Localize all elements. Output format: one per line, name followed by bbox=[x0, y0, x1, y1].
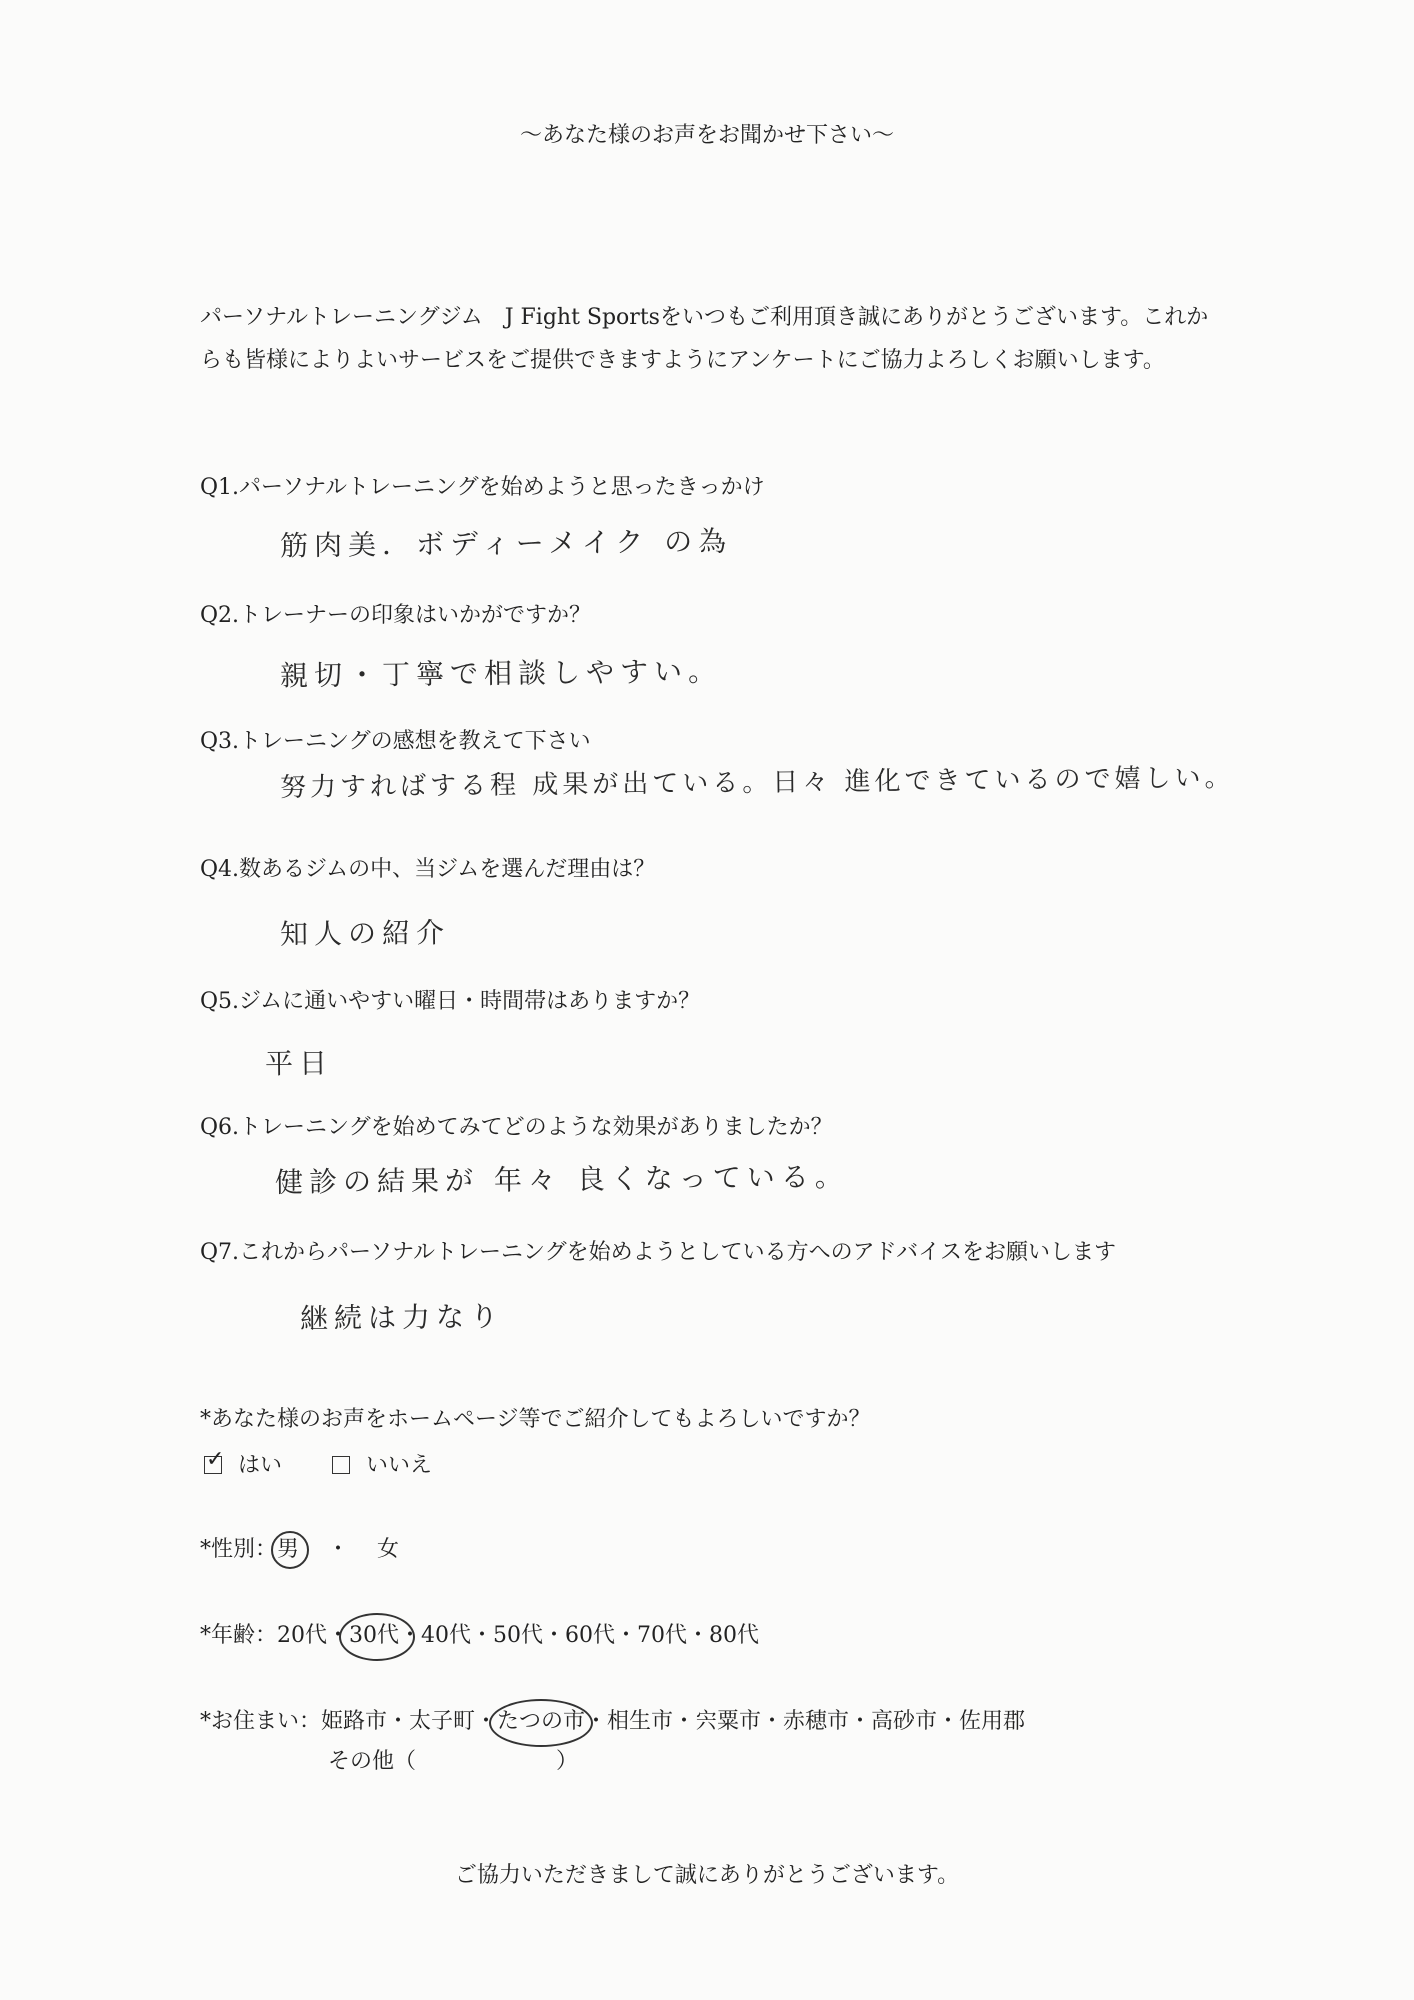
age-options-after: ・40代・50代・60代・70代・80代 bbox=[399, 1623, 759, 1648]
consent-options bbox=[204, 1448, 432, 1479]
selection-circle-icon bbox=[271, 1531, 309, 1569]
gender-label: *性別： bbox=[200, 1537, 278, 1562]
consent-question: *あなた様のお声をホームページ等でご紹介してもよろしいですか？ bbox=[200, 1407, 871, 1432]
no-label: いいえ bbox=[366, 1453, 433, 1478]
age-row bbox=[200, 1618, 759, 1649]
other-close: ） bbox=[556, 1749, 579, 1774]
residence-options-after: ・相生市・宍粟市・赤穂市・高砂市・佐用郡 bbox=[585, 1709, 1026, 1734]
footer-thanks: ご協力いただきまして誠にありがとうございます。 bbox=[454, 1863, 960, 1888]
age-selected[interactable]: 30代 bbox=[349, 1623, 399, 1648]
question-2: Q2.トレーナーの印象はいかがですか？ bbox=[200, 603, 592, 628]
selection-circle-icon bbox=[339, 1613, 415, 1661]
question-7: Q7.これからパーソナルトレーニングを始めようとしている方へのアドバイスをお願いします bbox=[200, 1240, 1116, 1265]
question-3: Q3.トレーニングの感想を教えて下さい bbox=[200, 729, 591, 754]
residence-options-before: 姫路市・太子町・ bbox=[321, 1709, 498, 1734]
page-title: 〜あなた様のお声をお聞かせ下さい〜 bbox=[519, 123, 894, 148]
answer-4: 知人の紹介 bbox=[279, 916, 451, 951]
residence-label: *お住まい： bbox=[200, 1709, 322, 1734]
gender-female[interactable]: 女 bbox=[377, 1537, 400, 1562]
answer-3: 努力すればする程 成果が出ている。日々 進化できているので嬉しい。 bbox=[279, 763, 1235, 803]
yes-label: はい bbox=[238, 1453, 283, 1478]
no-checkbox[interactable] bbox=[332, 1456, 350, 1474]
residence-row bbox=[200, 1704, 1025, 1735]
question-1: Q1.パーソナルトレーニングを始めようと思ったきっかけ bbox=[200, 475, 765, 500]
question-6: Q6.トレーニングを始めてみてどのような効果がありましたか？ bbox=[200, 1115, 833, 1140]
age-label: *年齢： bbox=[200, 1623, 278, 1648]
check-mark-icon: ✓ bbox=[206, 1447, 225, 1472]
intro-paragraph: パーソナルトレーニングジム J Fight Sportsをいつもご利用頂き誠にありがとうございます。これからも皆様によりよいサービスをご提供できますようにアンケートにご協力よろしくお願いします。 bbox=[200, 305, 1209, 373]
selection-circle-icon bbox=[489, 1699, 593, 1747]
other-label: その他（ bbox=[328, 1749, 417, 1774]
gender-male[interactable]: 男 bbox=[277, 1537, 299, 1562]
residence-selected[interactable]: たつの市 bbox=[497, 1709, 585, 1734]
question-4: Q4.数あるジムの中、当ジムを選んだ理由は？ bbox=[200, 857, 656, 882]
answer-5: 平日 bbox=[264, 1046, 334, 1081]
answer-1: 筋肉美．ボディーメイク の為 bbox=[279, 524, 733, 563]
gender-row bbox=[200, 1532, 399, 1563]
residence-other bbox=[328, 1744, 578, 1775]
age-options-before: 20代・ bbox=[277, 1623, 350, 1648]
question-5: Q5.ジムに通いやすい曜日・時間帯はありますか？ bbox=[200, 989, 701, 1014]
answer-6: 健診の結果が 年々 良くなっている。 bbox=[274, 1159, 849, 1200]
gender-separator: ・ bbox=[327, 1537, 350, 1562]
yes-checkbox[interactable] bbox=[204, 1447, 225, 1474]
answer-2: 親切・丁寧で相談しやすい。 bbox=[279, 654, 723, 693]
answer-7: 継続は力なり bbox=[299, 1299, 505, 1336]
